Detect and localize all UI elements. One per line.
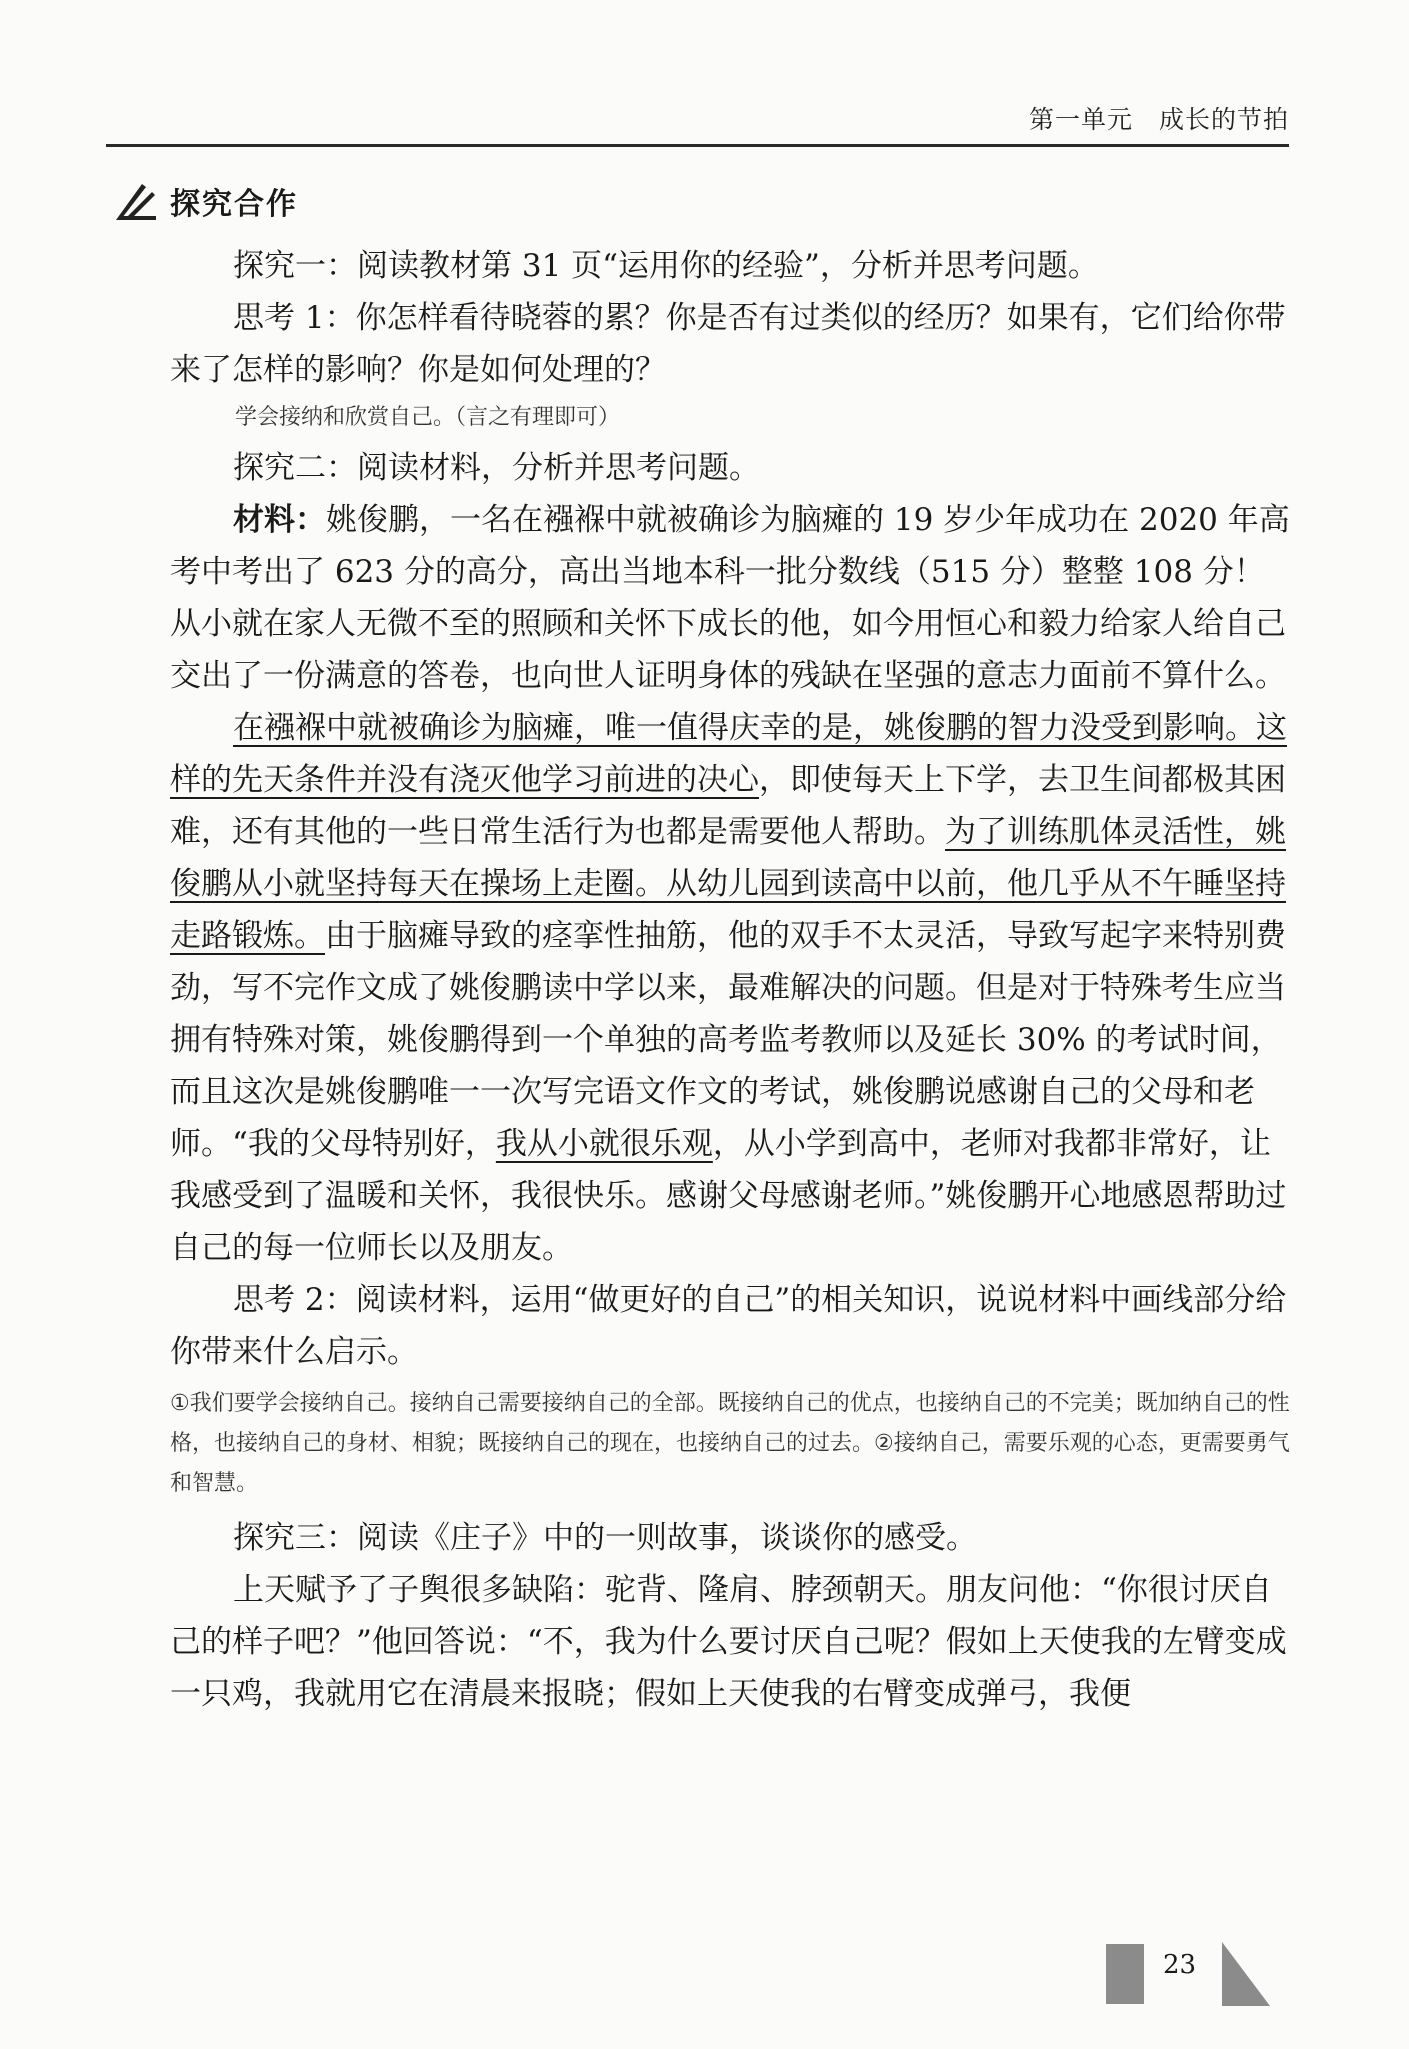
header-unit: 第一单元 — [1028, 105, 1133, 134]
page-number: 23 — [1163, 1950, 1197, 1980]
section-heading — [112, 178, 298, 224]
think-1-label: 思考 1： — [233, 300, 356, 336]
header-title: 成长的节拍 — [1158, 105, 1289, 134]
think-2-label: 思考 2： — [233, 1282, 356, 1318]
material-text: 姚俊鹏，一名在襁褓中就被确诊为脑瘫的 19 岁少年成功在 2020 年高考中考出了 623 分的高分，高出当地本科一批分数线（515 分）整整 108 分！从小就在家人无微不至的照顾和关怀下成长的他，如今用恒心和毅力给家人给自己交出了一份满意的答卷，也向世人证明身体的残缺在坚强的意志力面前不算什么。 — [170, 502, 1290, 694]
inquiry-1-prompt: 探究一：阅读教材第 31 页“运用你的经验”，分析并思考问题。 — [233, 248, 1099, 284]
inquiry-3-prompt: 探究三：阅读《庄子》中的一则故事，谈谈你的感受。 — [233, 1520, 977, 1556]
think-1 — [170, 292, 1290, 396]
material-label: 材料： — [233, 502, 326, 538]
think-2 — [170, 1274, 1290, 1378]
passage-text-3: ，从小学到高中，老师对我都非常好，让我感受到了温暖和关怀，我很快乐。感谢父母感谢老师。”姚俊鹏开心地感恩帮助过自己的每一位师长以及朋友。 — [170, 1126, 1287, 1266]
underlined-passage-3: 我从小就很乐观 — [495, 1126, 713, 1162]
underlined-passage-1: 在襁褓中就被确诊为脑瘫，唯一值得庆幸的是，姚俊鹏的智力没受到影响。这样的先天条件并没有浇灭他学习前进的决心 — [170, 710, 1287, 798]
think-2-text: 阅读材料，运用“做更好的自己”的相关知识，说说材料中画线部分给你带来什么启示。 — [170, 1282, 1287, 1370]
running-header — [1003, 100, 1289, 136]
underlined-passage-2: 为了训练肌体灵活性，姚俊鹏从小就坚持每天在操场上走圈。从幼儿园到读高中以前，他几乎从不午睡坚持走路锻炼。 — [170, 814, 1286, 954]
answer-1: 学会接纳和欣赏自己。（言之有理即可） — [235, 405, 621, 430]
header-rule — [106, 144, 1289, 147]
footer-block — [1106, 1944, 1144, 2004]
story-paragraph: 上天赋予了子舆很多缺陷：驼背、隆肩、脖颈朝天。朋友问他：“你很讨厌自己的样子吧？”他回答说：“不，我为什么要讨厌自己呢？假如上天使我的左臂变成一只鸡，我就用它在清晨来报晓；假如上天使我的右臂变成弹弓，我便 — [170, 1572, 1287, 1712]
content-body — [170, 240, 1290, 1720]
material-paragraph — [170, 494, 1290, 702]
pencil-triangle-icon — [112, 178, 160, 224]
material-paragraph-2 — [170, 702, 1290, 1274]
footer-triangle-icon — [1222, 1942, 1270, 2006]
passage-text-1: ，即使每天上下学，去卫生间都极其困难，还有其他的一些日常生活行为也都是需要他人帮助。 — [170, 762, 1286, 850]
passage-text-2: 由于脑瘫导致的痉挛性抽筋，他的双手不太灵活，导致写起字来特别费劲，写不完作文成了姚俊鹏读中学以来，最难解决的问题。但是对于特殊考生应当拥有特殊对策，姚俊鹏得到一个单独的高考监考教师以及延长 30% 的考试时间，而且这次是姚俊鹏唯一一次写完语文作文的考试，姚俊鹏说感谢自己的父母和老师。“我的父母特别好， — [170, 918, 1286, 1162]
section-title: 探究合作 — [170, 187, 298, 222]
inquiry-2-prompt: 探究二：阅读材料，分析并思考问题。 — [233, 450, 760, 486]
answer-2: ①我们要学会接纳自己。接纳自己需要接纳自己的全部。既接纳自己的优点，也接纳自己的不完美；既加纳自己的性格，也接纳自己的身材、相貌；既接纳自己的现在，也接纳自己的过去。②接纳自己，需要乐观的心态，更需要勇气和智慧。 — [170, 1391, 1290, 1496]
think-1-text: 你怎样看待晓蓉的累？你是否有过类似的经历？如果有，它们给你带来了怎样的影响？你是如何处理的？ — [170, 300, 1286, 388]
